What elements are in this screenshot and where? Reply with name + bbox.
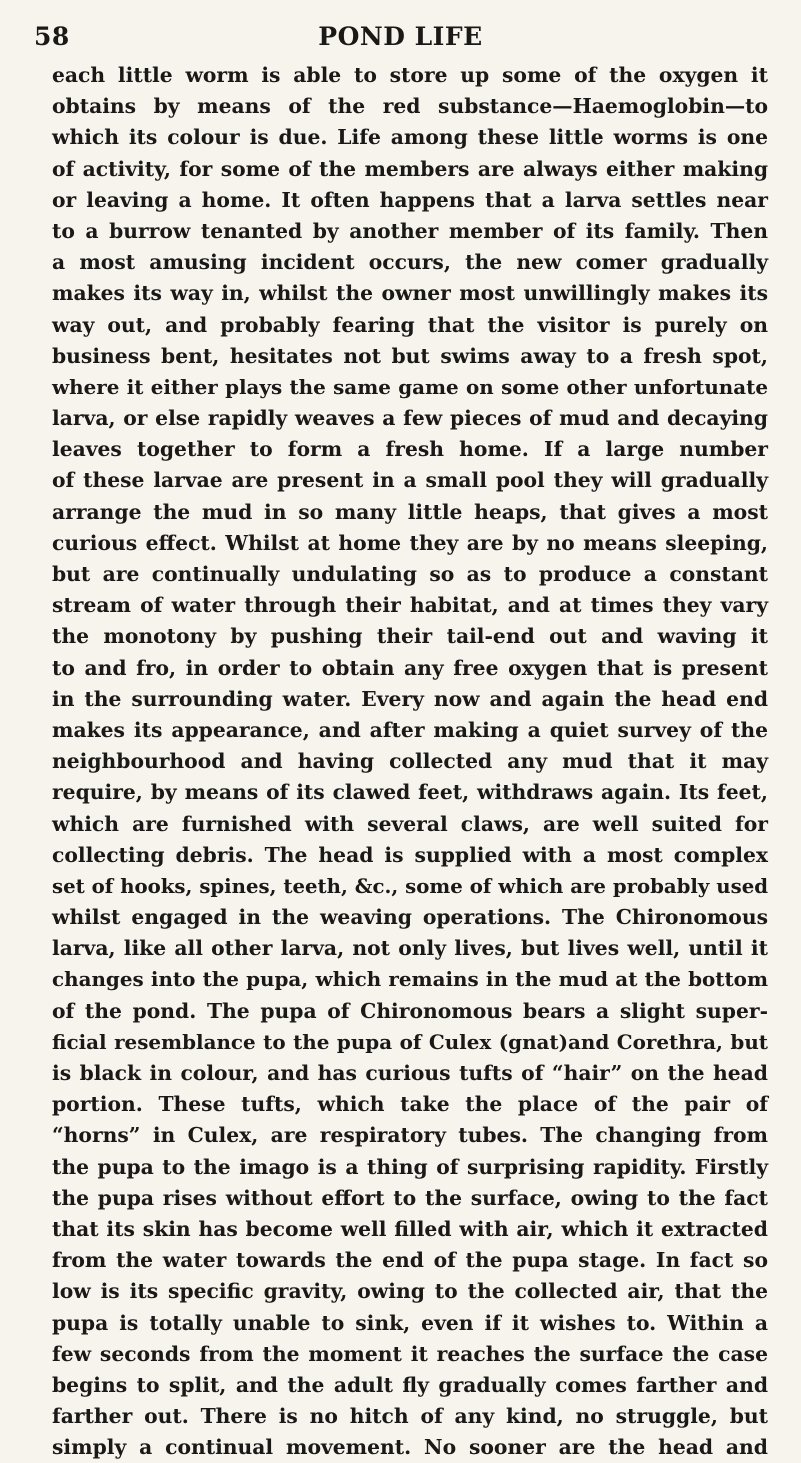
text-line: of the pond. The pupa of Chironomous bears a slight super- bbox=[52, 998, 768, 1023]
running-title: POND LIFE bbox=[318, 22, 483, 51]
body-text bbox=[52, 60, 768, 1463]
text-line: to a burrow tenanted by another member of its family. Then bbox=[52, 218, 768, 243]
text-line: which its colour is due. Life among these little worms is one bbox=[52, 125, 768, 150]
text-line: begins to split, and the adult fly gradually comes farther and bbox=[52, 1372, 768, 1397]
text-line: ficial resemblance to the pupa of Culex (gnat)and Corethra, but bbox=[52, 1029, 768, 1054]
text-line: the pupa rises without effort to the surface, owing to the fact bbox=[52, 1185, 768, 1210]
text-line: way out, and probably fearing that the visitor is purely on bbox=[52, 312, 768, 337]
text-line: of these larvae are present in a small pool they will gradually bbox=[52, 468, 768, 493]
text-line: but are continually undulating so as to produce a constant bbox=[52, 562, 768, 586]
text-line: whilst engaged in the weaving operations. The Chironomous bbox=[52, 905, 768, 930]
text-line: larva, like all other larva, not only lives, but lives well, until it bbox=[52, 936, 768, 961]
text-line: a most amusing incident occurs, the new comer gradually bbox=[52, 250, 768, 275]
text-line: the monotony by pushing their tail-end out and waving it bbox=[52, 624, 768, 649]
text-line: from the water towards the end of the pupa stage. In fact so bbox=[52, 1248, 768, 1273]
text-line: “horns” in Culex, are respiratory tubes. The changing from bbox=[52, 1123, 768, 1148]
page-number: 58 bbox=[34, 22, 70, 51]
text-line: few seconds from the moment it reaches the surface the case bbox=[52, 1341, 768, 1366]
text-line: pupa is totally unable to sink, even if it wishes to. Within a bbox=[52, 1310, 768, 1335]
text-line: each little worm is able to store up some of the oxygen it bbox=[52, 63, 768, 87]
text-line: curious effect. Whilst at home they are by no means sleeping, bbox=[52, 530, 768, 555]
text-line: larva, or else rapidly weaves a few pieces of mud and decaying bbox=[52, 406, 768, 431]
text-line: obtains by means of the red substance—Haemoglobin—to bbox=[52, 94, 768, 119]
text-line: low is its specific gravity, owing to the collected air, that the bbox=[52, 1279, 768, 1304]
running-head bbox=[34, 22, 767, 56]
text-line: stream of water through their habitat, and at times they vary bbox=[52, 593, 768, 618]
text-line: collecting debris. The head is supplied with a most complex bbox=[52, 842, 768, 867]
text-line: set of hooks, spines, teeth, &c., some of which are probably used bbox=[52, 874, 768, 898]
text-line: the pupa to the imago is a thing of surprising rapidity. Firstly bbox=[52, 1154, 768, 1179]
text-line: farther out. There is no hitch of any kind, no struggle, but bbox=[52, 1404, 768, 1429]
text-line: to and fro, in order to obtain any free oxygen that is present bbox=[52, 655, 768, 680]
text-line: that its skin has become well filled with air, which it extracted bbox=[52, 1216, 768, 1241]
text-line: leaves together to form a fresh home. If a large number bbox=[52, 437, 768, 462]
text-line: require, by means of its clawed feet, withdraws again. Its feet, bbox=[52, 780, 768, 805]
text-line: makes its way in, whilst the owner most unwillingly makes its bbox=[52, 281, 768, 306]
text-line: where it either plays the same game on some other unfortunate bbox=[52, 374, 768, 399]
text-line: makes its appearance, and after making a quiet survey of the bbox=[52, 717, 768, 742]
text-line: changes into the pupa, which remains in the mud at the bottom bbox=[52, 967, 768, 992]
text-line: portion. These tufts, which take the place of the pair of bbox=[52, 1092, 768, 1117]
text-line: in the surrounding water. Every now and again the head end bbox=[52, 686, 768, 711]
text-line: of activity, for some of the members are always either making bbox=[52, 156, 768, 181]
text-line: is black in colour, and has curious tufts of “hair” on the head bbox=[52, 1061, 768, 1085]
text-line: arrange the mud in so many little heaps, that gives a most bbox=[52, 499, 768, 524]
text-line: simply a continual movement. No sooner are the head and bbox=[52, 1435, 768, 1460]
text-line: or leaving a home. It often happens that a larva settles near bbox=[52, 187, 768, 212]
text-line: neighbourhood and having collected any mud that it may bbox=[52, 749, 768, 774]
text-line: which are furnished with several claws, are well suited for bbox=[52, 811, 768, 836]
text-line: business bent, hesitates not but swims away to a fresh spot, bbox=[52, 343, 768, 368]
